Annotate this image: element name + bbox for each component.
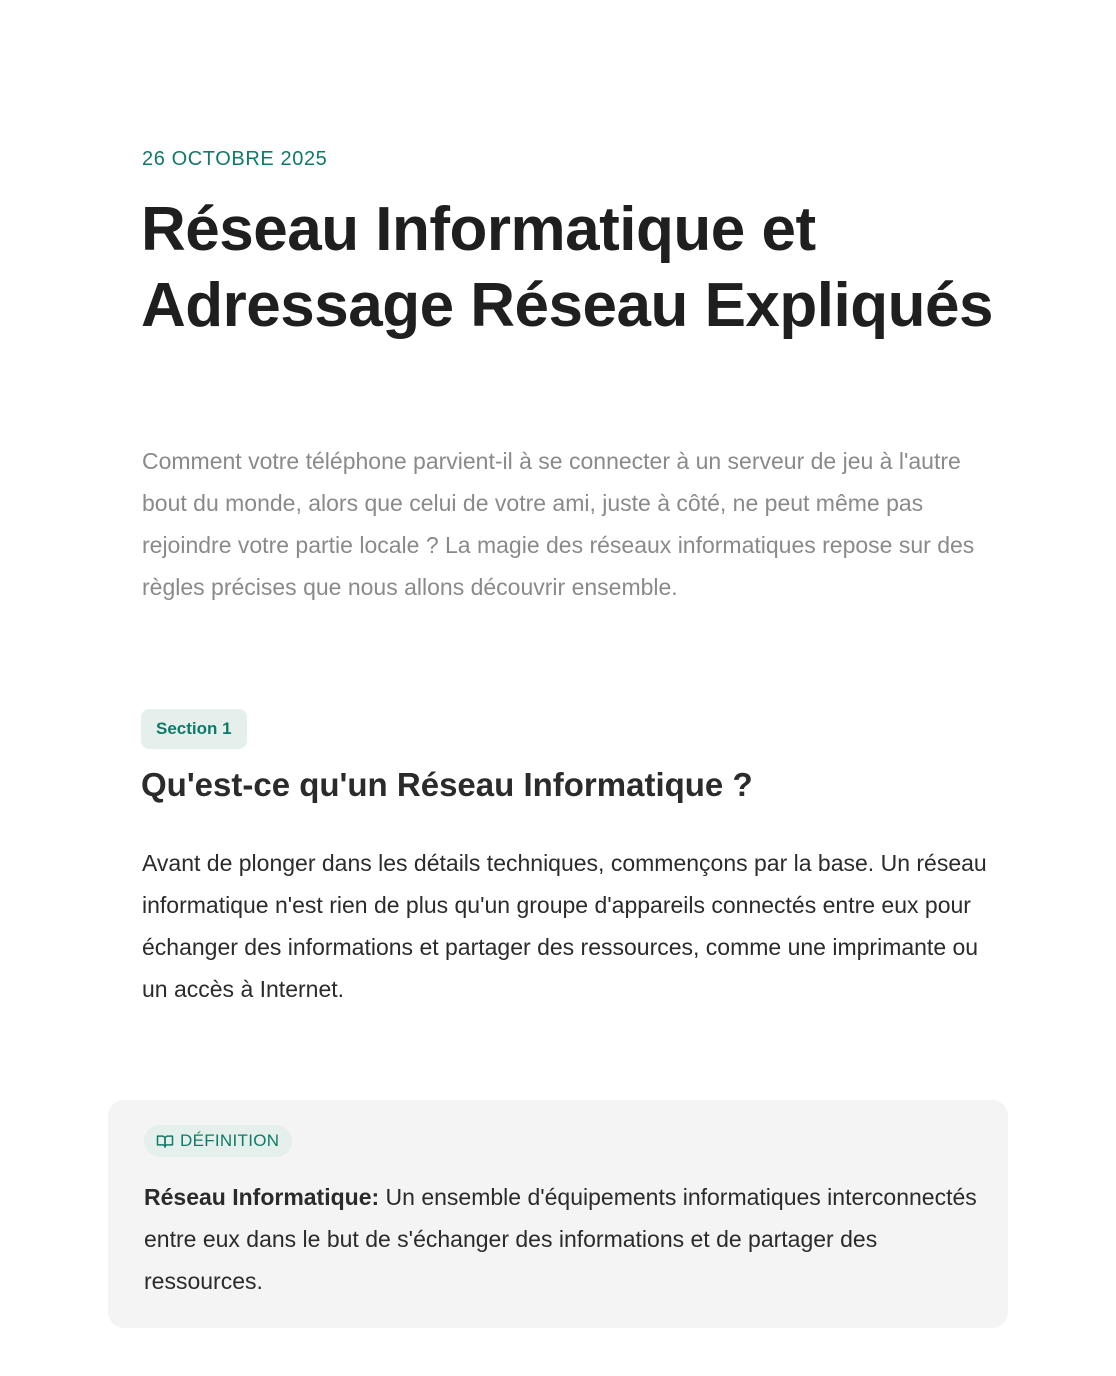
article-date: 26 OCTOBRE 2025 (142, 148, 328, 170)
article-title: Réseau Informatique et Adressage Réseau Expliqués (141, 195, 993, 340)
book-open-icon (156, 1132, 174, 1150)
definition-term: Réseau Informatique: (144, 1184, 380, 1210)
section-badge: Section 1 (141, 709, 247, 749)
definition-badge (144, 1125, 292, 1157)
article-lead: Comment votre téléphone parvient-il à se connecter à un serveur de jeu à l'autre bout du monde, alors que celui de votre ami, juste à côté, ne peut même pas rejoindre votre partie locale ? La magie des réseaux informatiques repose sur des règles précises que nous allons découvrir ensemble. (142, 448, 975, 600)
definition-description: Un ensemble d'équipements informatiques interconnectés entre eux dans le but de s'échanger des informations et de partager des ressources. (144, 1184, 977, 1294)
definition-card (108, 1100, 1008, 1328)
definition-badge-label: DÉFINITION (180, 1131, 280, 1150)
section-body: Avant de plonger dans les détails techniques, commençons par la base. Un réseau informatique n'est rien de plus qu'un groupe d'appareils connectés entre eux pour échanger des informations et partager des ressources, comme une imprimante ou un accès à Internet. (142, 850, 987, 1002)
definition-text (144, 1176, 984, 1302)
section-title: Qu'est-ce qu'un Réseau Informatique ? (141, 766, 753, 803)
